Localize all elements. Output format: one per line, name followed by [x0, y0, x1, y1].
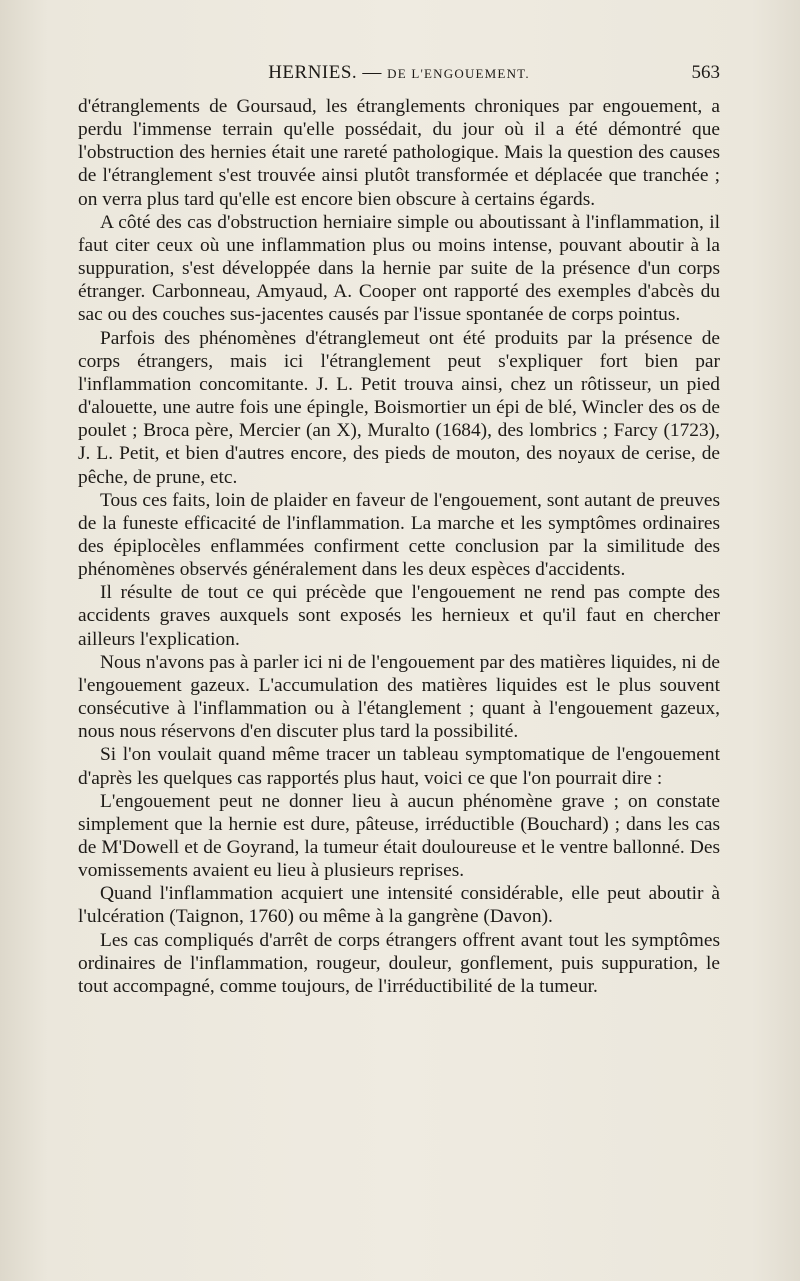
paragraph: Parfois des phénomènes d'étranglemeut ont été produits par la présence de corps étrangers, mais ici l'étranglement peut s'expliquer fort bien par l'inflammation concomitante. J. L. Petit trouva ainsi, chez un rôtisseur, un pied d'alouette, une autre fois une épingle, Boismortier un épi de blé, Wincler des os de poulet ; Broca père, Mercier (an X), Muralto (1684), des lombrics ; Farcy (1723), J. L. Petit, et bien d'autres encore, des pieds de mouton, des noyaux de cerise, de pêche, de prune, etc. — [78, 327, 720, 488]
paragraph: Tous ces faits, loin de plaider en faveur de l'engouement, sont autant de preuves de la funeste efficacité de l'inflammation. La marche et les symptômes ordinaires des épiplocèles enflammées confirment cette conclusion par la similitude des phénomènes observés généralement dans les deux espèces d'accidents. — [78, 489, 720, 581]
section-subtitle: DE L'ENGOUEMENT. — [387, 66, 530, 81]
body-text — [78, 95, 720, 998]
paragraph: d'étranglements de Goursaud, les étranglements chroniques par engouement, a perdu l'immense terrain qu'elle possédait, du jour où il a été démontré que l'obstruction des hernies était une rareté pathologique. Mais la question des causes de l'étranglement s'est trouvée ainsi plutôt transformée et déplacée que tranchée ; on verra plus tard qu'elle est encore bien obscure à certains égards. — [78, 96, 720, 210]
title-separator: — — [362, 62, 382, 83]
running-title — [78, 62, 720, 84]
page-number: 563 — [691, 62, 720, 83]
paragraph: L'engouement peut ne donner lieu à aucun phénomène grave ; on constate simplement que la hernie est dure, pâteuse, irréductible (Bouchard) ; dans les cas de M'Dowell et de Goyrand, la tumeur était douloureuse et le ventre ballonné. Des vomissements avaient eu lieu à plusieurs reprises. — [78, 790, 720, 882]
paragraph: Quand l'inflammation acquiert une intensité considérable, elle peut aboutir à l'ulcération (Taignon, 1760) ou même à la gangrène (Davon). — [78, 883, 720, 928]
paragraph: Il résulte de tout ce qui précède que l'engouement ne rend pas compte des accidents graves auxquels sont exposés les hernieux et qu'il faut en chercher ailleurs l'explication. — [78, 582, 720, 650]
paragraph: Les cas compliqués d'arrêt de corps étrangers offrent avant tout les symptômes ordinaires de l'inflammation, rougeur, douleur, gonflement, puis suppuration, le tout accompagné, comme toujours, de l'irréductibilité de la tumeur. — [78, 929, 720, 997]
paragraph: Nous n'avons pas à parler ici ni de l'engouement par des matières liquides, ni de l'engouement gazeux. L'accumulation des matières liquides est le plus souvent consécutive à l'inflammation ou à l'étanglement ; quant à l'engouement gazeux, nous nous réservons d'en discuter plus tard la possibilité. — [78, 651, 720, 743]
running-header — [78, 62, 720, 90]
paragraph: Si l'on voulait quand même tracer un tableau symptomatique de l'engouement d'après les quelques cas rapportés plus haut, voici ce que l'on pourrait dire : — [78, 744, 720, 789]
chapter-title: HERNIES. — [268, 62, 358, 83]
paragraph: A côté des cas d'obstruction herniaire simple ou aboutissant à l'inflammation, il faut citer ceux où une inflammation plus ou moins intense, pouvant aboutir à la suppuration, s'est développée dans la hernie par suite de la présence d'un corps étranger. Carbonneau, Amyaud, A. Cooper ont rapporté des exemples d'abcès du sac ou des couches sus-jacentes causés par l'issue spontanée de corps pointus. — [78, 211, 720, 326]
